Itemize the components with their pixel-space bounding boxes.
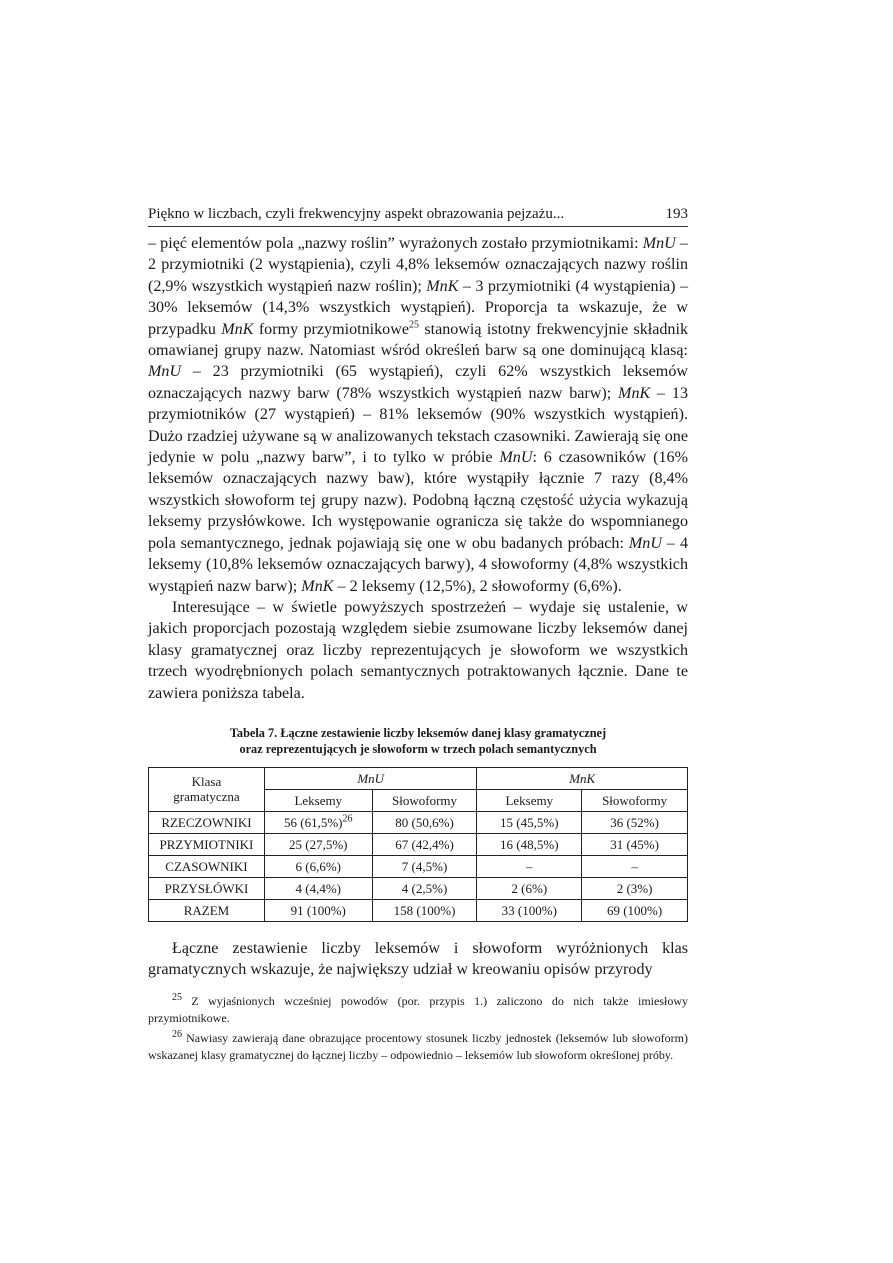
text-run: – 4 leksemy (10,8% leksemów oznaczających barwy), 4 słowoformy (4,8% wszystkich wystąpień nazw barw);	[148, 534, 688, 595]
page-number: 193	[665, 206, 688, 222]
footnote-text: Z wyjaśnionych wcześniej powodów (por. przypis 1.) zaliczono do nich także imiesłowy przymiotnikowe.	[148, 993, 688, 1025]
value-cell: 69 (100%)	[582, 899, 688, 921]
value-cell: 158 (100%)	[372, 899, 477, 921]
body-text	[148, 233, 688, 704]
paragraph-3: Łączne zestawienie liczby leksemów i słowoform wyróżnionych klas gramatycznych wskazuje, że największy udział w kreowaniu opisów przyrody	[148, 939, 688, 979]
text-run: : 6 czasowników (16% leksemów oznaczających nazwy baw), które wystąpiły łącznie 7 razy (8,4% wszystkich słowoform tej grupy nazw). Podobną łączną częstość użycia wykazują leksemy przysłówkowe. Ich występowanie ogranicza się także do wspomnianego pola semantycznego, jednak pojawiają się one w obu badanych próbach:	[148, 449, 688, 552]
sample-abbrev: MnK	[301, 577, 334, 595]
class-header-line-2: gramatyczna	[173, 789, 240, 805]
subheader-cell: Leksemy	[264, 789, 372, 811]
paragraph-1	[148, 233, 688, 597]
value-cell: –	[477, 855, 582, 877]
text-run: – 2 przymiotniki (2 wystąpienia), czyli 4,8% leksemów oznaczających nazwy roślin (2,9% wszystkich wystąpień nazw roślin);	[148, 235, 688, 295]
sample-abbrev: MnU	[499, 449, 533, 467]
subheader-cell: Słowoformy	[372, 789, 477, 811]
paragraph-2: Interesujące – w świetle powyższych spostrzeżeń – wydaje się ustalenie, w jakich proporcjach pozostają względem siebie zsumowane liczby leksemów danej klasy gramatycznej oraz liczby reprezentujących je słowoform we wszystkich trzech wyodrębnionych polach semantycznych potraktowanych łącznie. Dane te zawiera poniższa tabela.	[148, 598, 688, 702]
class-cell: PRZYSŁÓWKI	[149, 877, 265, 899]
footnotes	[148, 993, 688, 1064]
text-run: – 23 przymiotniki (65 wystąpień), czyli 62% wszystkich leksemów oznaczających nazwy barw (78% wszystkich wystąpień nazw barw);	[148, 363, 688, 402]
value-cell: 31 (45%)	[582, 833, 688, 855]
value-cell: 15 (45,5%)	[477, 811, 582, 833]
sample-abbrev: MnU	[148, 363, 182, 381]
text-run: – 3 przymiotniki (4 wystąpienia) – 30% leksemów (14,3% wszystkich wystąpień). Proporcja ta wskazuje, że w przypadku	[148, 277, 688, 338]
text-run: – 13 przymiotników (27 wystąpień) – 81% leksemów (90% wszystkich wystąpień). Dużo rzadziej używane są w analizowanych tekstach czasowniki. Zawierają się one jedynie w polu „nazwy barw”, i to tylko w próbie	[148, 384, 688, 467]
sample-abbrev: MnK	[618, 384, 651, 402]
value-cell: 25 (27,5%)	[264, 833, 372, 855]
footnote-ref: 26	[342, 813, 353, 825]
value-cell: 33 (100%)	[477, 899, 582, 921]
subheader-cell: Słowoformy	[582, 789, 688, 811]
table-row	[149, 833, 688, 855]
class-cell: PRZYMIOTNIKI	[149, 833, 265, 855]
body-text-continued	[148, 938, 688, 981]
value-cell: 2 (6%)	[477, 877, 582, 899]
table-row	[149, 855, 688, 877]
text-run: formy przymiotnikowe	[253, 320, 409, 338]
footnote-26	[148, 1030, 688, 1064]
table-row	[149, 899, 688, 921]
footnote-number: 26	[172, 1028, 182, 1040]
text-run: – 2 leksemy (12,5%), 2 słowoformy (6,6%).	[333, 577, 622, 595]
value-cell: 36 (52%)	[582, 811, 688, 833]
caption-line-2: oraz reprezentujących je słowoform w trzech polach semantycznych	[239, 741, 597, 756]
class-header-line-1: Klasa	[191, 774, 222, 790]
data-table	[148, 767, 688, 922]
footnote-25	[148, 993, 688, 1027]
value-text: 56 (61,5%)	[284, 814, 343, 830]
value-cell: 16 (48,5%)	[477, 833, 582, 855]
group-header-mnu: MnU	[264, 767, 477, 789]
sample-abbrev: MnU	[642, 235, 676, 252]
table-caption	[148, 725, 688, 757]
value-cell	[264, 811, 372, 833]
value-cell: 4 (4,4%)	[264, 877, 372, 899]
book-page	[148, 205, 688, 1067]
class-cell: RAZEM	[149, 899, 265, 921]
text-run: – pięć elementów pola „nazwy roślin” wyrażonych zostało przymiotnikami:	[148, 235, 643, 252]
caption-line-1: Tabela 7. Łączne zestawienie liczby leksemów danej klasy gramatycznej	[229, 725, 607, 740]
table-row	[149, 811, 688, 833]
value-cell: 2 (3%)	[582, 877, 688, 899]
class-cell: RZECZOWNIKI	[149, 811, 265, 833]
running-title: Piękno w liczbach, czyli frekwencyjny aspekt obrazowania pejzażu...	[148, 206, 565, 222]
sample-abbrev: MnK	[426, 277, 459, 295]
sample-abbrev: MnK	[221, 320, 254, 338]
value-cell: 6 (6,6%)	[264, 855, 372, 877]
running-header	[148, 205, 688, 227]
text-run: stanowią istotny frekwencyjnie składnik omawianej grupy nazw. Natomiast wśród określeń barw są one dominującą klasą:	[148, 320, 688, 360]
value-cell: 4 (2,5%)	[372, 877, 477, 899]
footnote-text: Nawiasy zawierają dane obrazujące procentowy stosunek liczby jednostek (leksemów lub słowoform) wskazanej klasy gramatycznej do łącznej liczby – odpowiednio – leksemów lub słowoform określonej próby.	[148, 1030, 688, 1062]
footnote-ref: 25	[408, 319, 419, 331]
value-cell: 91 (100%)	[264, 899, 372, 921]
value-cell: 80 (50,6%)	[372, 811, 477, 833]
class-cell: CZASOWNIKI	[149, 855, 265, 877]
group-header-mnk: MnK	[477, 767, 688, 789]
class-header	[149, 767, 265, 811]
value-cell: –	[582, 855, 688, 877]
sample-abbrev: MnU	[628, 534, 662, 552]
table-row	[149, 877, 688, 899]
table-header-row	[149, 767, 688, 789]
value-cell: 67 (42,4%)	[372, 833, 477, 855]
footnote-number: 25	[172, 991, 182, 1003]
subheader-cell: Leksemy	[477, 789, 582, 811]
value-cell: 7 (4,5%)	[372, 855, 477, 877]
